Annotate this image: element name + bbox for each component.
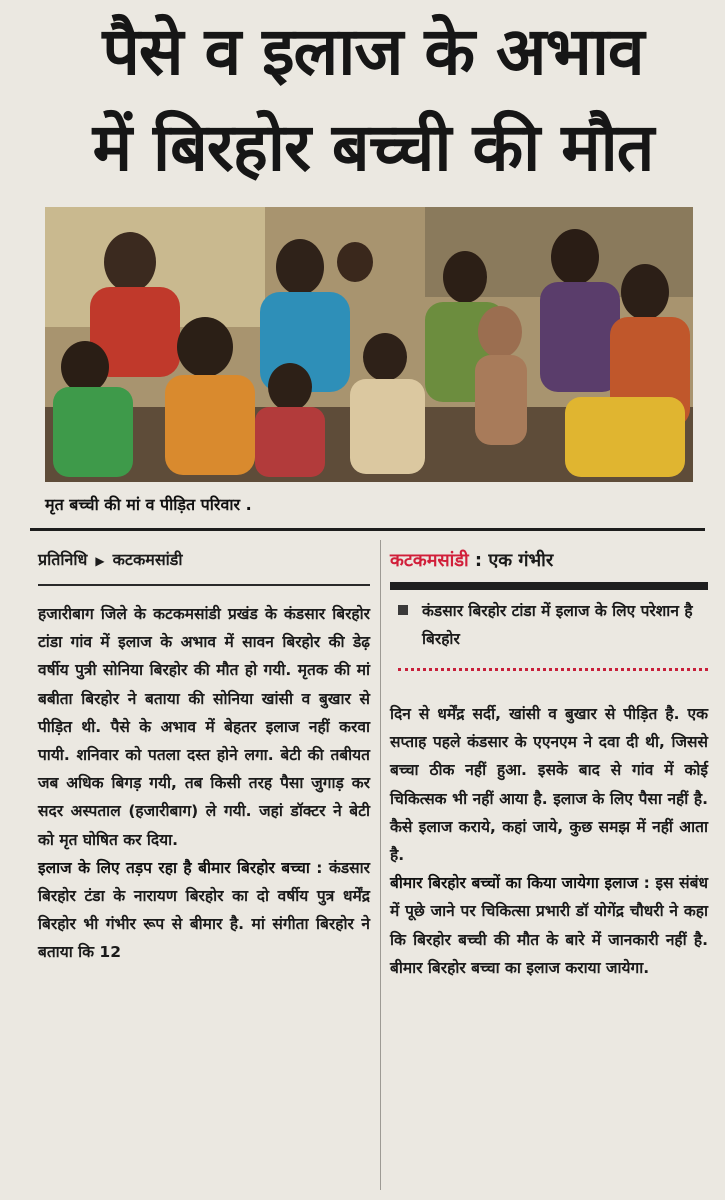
byline-rule [38,584,370,586]
headline-line-2: में बिरहोर बच्ची की मौत [92,109,654,186]
subhead-sick-child: इलाज के लिए तड़प रहा है बीमार बिरहोर बच्चा [38,858,310,877]
sidebar-bullet-text: कंडसार बिरहोर टांडा में इलाज के लिए परेशान है बिरहोर [422,602,693,648]
byline-label: प्रतिनिधि [38,550,88,569]
sidebar-dotted-rule [398,668,708,671]
story-text-2: : कंडसार बिरहोर टंडा के नारायण बिरहोर का दो वर्षीय पुत्र धर्मेंद्र बिरहोर भी गंभीर रूप से बीमार है. मां संगीता बिरहोर ने बताया कि 12 [38,858,370,962]
photo-caption: मृत बच्ची की मां व पीड़ित परिवार . [45,495,252,514]
story-column-right [390,700,708,982]
story-paragraph-2 [38,854,370,967]
sidebar-title-text: एक गंभीर [488,550,554,571]
story-paragraph-3: दिन से धर्मेंद्र सर्दी, खांसी व बुखार से पीड़ित है. एक सप्ताह पहले कंडसार के एएनएम ने दवा दी थी, जिससे बच्चा ठीक नहीं हुआ. इसके बाद से गांव में कोई चिकित्सक भी नहीं आया है. इलाज के लिए पैसा नहीं है. कैसे इलाज कराये, कहां जाये, कुछ समझ में नहीं आता है. [390,705,708,865]
story-paragraph-1 [38,600,370,854]
story-column-left [38,600,370,967]
byline-location: कटकमसांडी [112,550,183,569]
sidebar-title-location: कटकमसांडी [390,550,469,571]
story-lead: हजारीबाग [38,605,94,623]
sidebar-bar [390,582,708,590]
section-rule [30,528,705,531]
headline-line-1: पैसे व इलाज के अभाव [102,13,644,90]
headline [38,6,708,198]
sidebar-title [390,548,708,582]
sidebar-title-separator: : [468,550,489,571]
sidebar-bullet [398,597,698,653]
byline [38,548,183,570]
story-text-4: : इस संबंध में पूछे जाने पर चिकित्सा प्रभारी डॉ योगेंद्र चौधरी ने कहा कि बिरहोर बच्ची की मौत के बारे में जानकारी नहीं है. बीमार बिरहोर बच्चा का इलाज कराया जायेगा. [390,874,708,977]
bullet-square-icon [398,605,408,615]
column-divider [380,540,381,1190]
subhead-treatment: बीमार बिरहोर बच्चों का किया जायेगा इलाज [390,874,639,893]
story-paragraph-4 [390,869,708,982]
family-photo [45,207,693,482]
story-text-1: जिले के कटकमसांडी प्रखंड के कंडसार बिरहोर टांडा गांव में इलाज के अभाव में सावन बिरहोर की डेढ़ वर्षीय पुत्री सोनिया बिरहोर की मौत हो गयी. मृतक की मां बबीता बिरहोर ने बताया की सोनिया खांसी व बुखार से पीड़ित थी. पैसे के अभाव में बेहतर इलाज नहीं करवा पायी. शनिवार को पतला दस्त होने लगा. बेटी की तबीयत जब अधिक बिगड़ गयी, तब किसी तरह पैसा जुगाड़ कर सदर अस्पताल (हजारीबाग) ले गयी. जहां डॉक्टर ने बेटी को मृत घोषित कर दिया. [38,605,370,849]
byline-arrow-icon: ▶ [95,554,105,568]
family-photo-illustration [45,207,693,482]
